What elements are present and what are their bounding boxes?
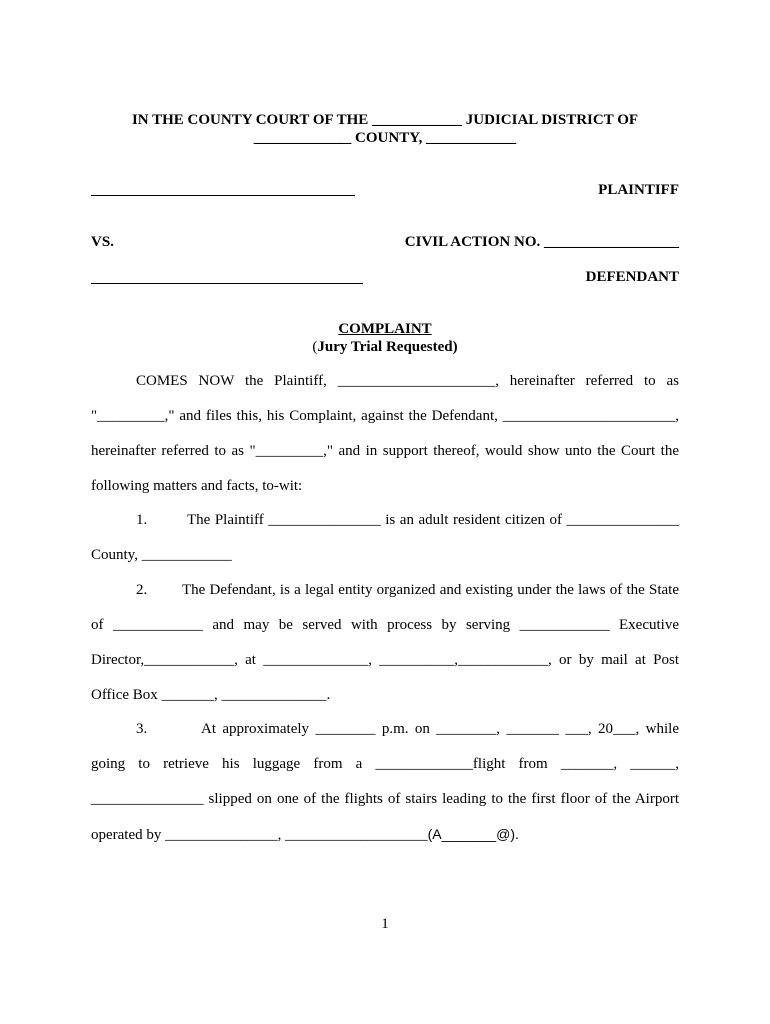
- defendant-label: DEFENDANT: [585, 269, 679, 285]
- plaintiff-name-line: [91, 195, 355, 196]
- complaint-title: COMPLAINT: [338, 321, 432, 337]
- item2-line2: of ____________ and may be served with process by serving ____________ Executive: [91, 617, 679, 633]
- paragraph-intro-line3: hereinafter referred to as "_________," and in support thereof, would show unto the Court the: [91, 443, 679, 459]
- item3-line2: going to retrieve his luggage from a _____________flight from _______, ______,: [91, 756, 679, 772]
- subtitle-paren: (: [312, 339, 318, 355]
- plaintiff-label: PLAINTIFF: [598, 182, 679, 198]
- item2-line1: The Defendant, is a legal entity organized and existing under the laws of the State: [182, 582, 679, 598]
- court-heading-line1: IN THE COUNTY COURT OF THE ____________ JUDICIAL DISTRICT OF: [131, 112, 639, 128]
- item2-line4: Office Box _______, ______________.: [91, 687, 331, 703]
- item3-line3: _______________ slipped on one of the flights of stairs leading to the first floor of the Airport: [91, 791, 679, 807]
- vs-label: VS.: [91, 234, 114, 250]
- complaint-subtitle: [0, 338, 770, 356]
- item3-line1: At approximately ________ p.m. on ________, _______ ___, 20___, while: [201, 721, 679, 737]
- item2-line3: Director,____________, at ______________, __________,____________, or by mail at Post: [91, 652, 679, 668]
- item1-line2: County, ____________: [91, 547, 232, 563]
- item3-line4-abbrev: (A_______@).: [427, 826, 519, 842]
- court-heading-line2: _____________ COUNTY, ____________: [253, 130, 517, 146]
- item3-line4: [91, 825, 519, 844]
- paragraph-intro-line2: "_________," and files this, his Complaint, against the Defendant, _______________________,: [91, 408, 679, 424]
- paragraph-intro-line1: COMES NOW the Plaintiff, _____________________, hereinafter referred to as: [136, 373, 679, 389]
- item3-line4-text: operated by _______________, ___________________: [91, 827, 428, 843]
- page-number: 1: [381, 916, 389, 932]
- item3-number: 3.: [136, 721, 148, 737]
- item2-number: 2.: [136, 582, 148, 598]
- item1-number: 1.: [136, 512, 148, 528]
- defendant-name-line: [91, 283, 363, 284]
- civil-action-number: CIVIL ACTION NO. __________________: [404, 234, 679, 250]
- jury-trial-requested: Jury Trial Requested): [317, 339, 458, 355]
- paragraph-intro-line4: following matters and facts, to-wit:: [91, 478, 303, 494]
- item1-line1: The Plaintiff _______________ is an adult resident citizen of _______________: [187, 512, 679, 528]
